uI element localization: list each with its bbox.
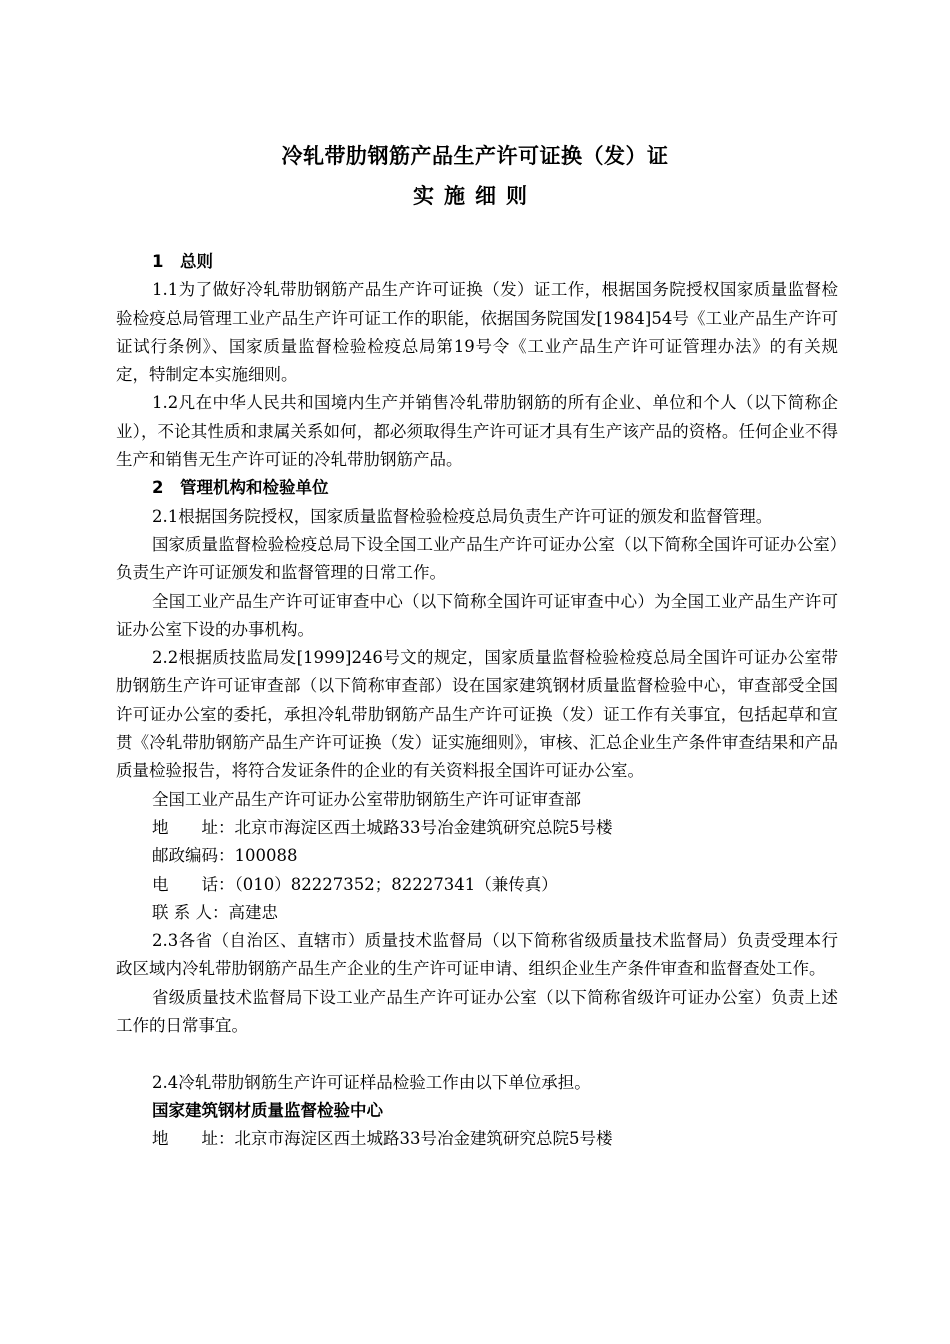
section-heading-management: 2 管理机构和检验单位 (152, 478, 329, 498)
paragraph-2-1-center: 全国工业产品生产许可证审查中心（以下简称全国许可证审查中心）为全国工业产品生产许可证办公室下设的办事机构。 (116, 591, 838, 639)
office-name: 全国工业产品生产许可证办公室带肋钢筋生产许可证审查部 (152, 789, 581, 809)
office-postcode: 邮政编码：100088 (152, 846, 298, 866)
paragraph-2-3-office: 省级质量技术监督局下设工业产品生产许可证办公室（以下简称省级许可证办公室）负责上述工作的日常事宜。 (116, 987, 838, 1036)
blank-line (116, 1040, 838, 1068)
document-subtitle: 实施细则 (413, 184, 537, 208)
office-contact: 联 系 人：高建忠 (152, 902, 278, 922)
document-title: 冷轧带肋钢筋产品生产许可证换（发）证 (281, 144, 669, 168)
paragraph-2-1: 2.1根据国务院授权，国家质量监督检验检疫总局负责生产许可证的颁发和监督管理。 (152, 506, 773, 526)
office-address: 地 址：北京市海淀区西土城路33号冶金建筑研究总院5号楼 (152, 817, 613, 837)
paragraph-1-1: 1.1为了做好冷轧带肋钢筋产品生产许可证换（发）证工作，根据国务院授权国家质量监督检验检疫总局管理工业产品生产许可证工作的职能，依据国务院国发[1984]54号《工业产品生产许可证试行条例》、国家质量监督检验检疫总局第19号令《工业产品生产许可证管理办法》的有关规定，特制定本实施细则。 (116, 280, 838, 385)
paragraph-2-1-office: 国家质量监督检验检疫总局下设全国工业产品生产许可证办公室（以下简称全国许可证办公室）负责生产许可证颁发和监督管理的日常工作。 (116, 534, 838, 583)
inspection-center-name: 国家建筑钢材质量监督检验中心 (152, 1100, 383, 1120)
office-phone: 电 话：（010）82227352；82227341（兼传真） (152, 874, 558, 894)
inspection-center-address: 地 址：北京市海淀区西土城路33号冶金建筑研究总院5号楼 (152, 1129, 613, 1149)
document-body (116, 248, 838, 1154)
paragraph-1-2: 1.2凡在中华人民共和国境内生产并销售冷轧带肋钢筋的所有企业、单位和个人（以下简称企业），不论其性质和隶属关系如何，都必须取得生产许可证才具有生产该产品的资格。任何企业不得生产和销售无生产许可证的冷轧带肋钢筋产品。 (116, 393, 838, 470)
paragraph-2-4: 2.4冷轧带肋钢筋生产许可证样品检验工作由以下单位承担。 (152, 1072, 591, 1092)
section-heading-general: 1 总则 (152, 252, 213, 271)
paragraph-2-2: 2.2根据质技监局发[1999]246号文的规定，国家质量监督检验检疫总局全国许可证办公室带肋钢筋生产许可证审查部（以下简称审查部）设在国家建筑钢材质量监督检验中心，审查部受全国许可证办公室的委托，承担冷轧带肋钢筋产品生产许可证换（发）证工作有关事宜，包括起草和宣贯《冷轧带肋钢筋产品生产许可证换（发）证实施细则》，审核、汇总企业生产条件审查结果和产品质量检验报告，将符合发证条件的企业的有关资料报全国许可证办公室。 (116, 648, 838, 781)
paragraph-2-3: 2.3各省（自治区、直辖市）质量技术监督局（以下简称省级质量技术监督局）负责受理本行政区域内冷轧带肋钢筋产品生产企业的生产许可证申请、组织企业生产条件审查和监督查处工作。 (116, 931, 838, 979)
